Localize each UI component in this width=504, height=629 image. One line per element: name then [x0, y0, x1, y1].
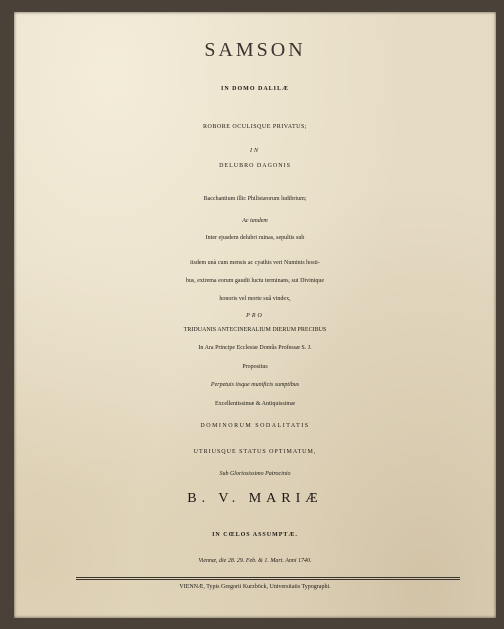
line-propositus: Propositus — [242, 364, 268, 370]
line-excellentissimae: Excellentissimæ & Antiquissimæ — [214, 401, 295, 407]
line-date: Viennæ, die 28. 29. Feb. & 1. Mart. Anni 1740. — [198, 558, 312, 564]
imprint-line: VIENNÆ, Typis Gregorii Kurzböck, Universitatis Typographi. — [179, 584, 331, 590]
line-pro: PRO — [246, 313, 264, 319]
line-honoris: honoris vel morte suâ vindex, — [219, 296, 291, 302]
line-bus-extrema: bus, extrema eorum gaudii luctu terminans, sui Divinique — [185, 278, 325, 284]
line-in-ara: In Ara Principe Ecclesiæ Domûs Professæ S. J. — [198, 345, 312, 351]
line-in: IN — [250, 148, 260, 154]
line-robore: ROBORE OCULISQUE PRIVATUS; — [203, 124, 307, 130]
line-triduanis: TRIDUANIS ANTECINERALIUM DIERUM PRECIBUS — [183, 327, 327, 333]
line-delubro-dagonis: DELUBRO DAGONIS — [219, 163, 291, 169]
line-ac-tandem: Ac tandem — [242, 218, 268, 224]
title-page — [14, 12, 496, 618]
title-in-domo-dalilae: IN DOMO DALILÆ — [220, 86, 289, 92]
line-bacchantium: Bacchantium illic Philistæorum ludibrium; — [203, 196, 307, 202]
divider-rule — [76, 577, 460, 578]
divider-rule-2 — [76, 579, 460, 580]
line-sub-gloriosissimo: Sub Gloriosissimo Patrocinio — [219, 471, 291, 477]
line-in-coelos: IN CŒLOS ASSUMPTÆ. — [212, 532, 298, 538]
line-bv-mariae: B. V. MARIÆ — [187, 491, 323, 506]
line-perpetuis: Perpetuis iisque munificis sumptibus — [210, 382, 300, 388]
line-inter-ejusdem: Inter ejusdem delubri ruinas, sepultis sub — [205, 235, 305, 241]
line-utriusque: UTRIUSQUE STATUS OPTIMATUM, — [193, 449, 317, 455]
line-dominorum: DOMINORUM SODALITATIS — [200, 423, 310, 429]
line-iisdem: iisdem unà cum mensis ac cyathis veri Numinis hosti- — [190, 260, 320, 266]
title-samson: SAMSON — [204, 39, 306, 61]
